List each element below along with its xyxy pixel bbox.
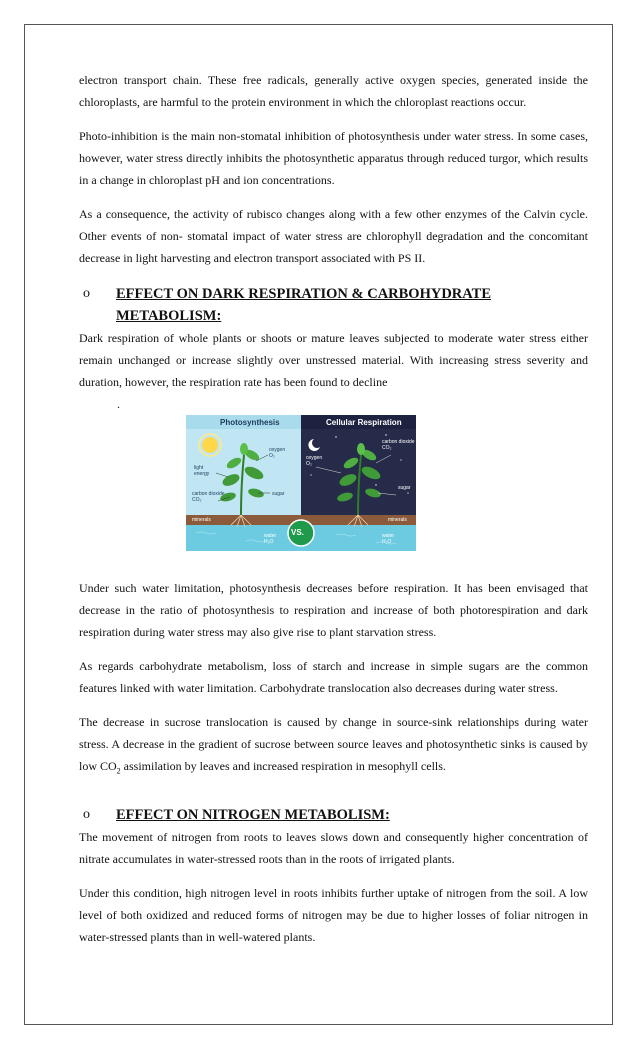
label-water-right: water H₂O — [382, 533, 395, 545]
label-co2-left: carbon dioxide CO₂ — [192, 491, 225, 503]
heading-nitrogen — [79, 804, 588, 826]
label-sugar-right: sugar — [398, 485, 411, 491]
figure-left-title: Photosynthesis — [220, 418, 280, 427]
paragraph-photo-inhibition: Photo-inhibition is the main non-stomatal inhibition of photosynthesis under water stress. In some cases, however, water stress directly inhibits the photosynthetic apparatus through reduced turgor, which results in a change in chloroplast pH and ion concentrations. — [79, 129, 588, 187]
sun-icon — [202, 437, 218, 453]
label-co2-right: carbon dioxide CO₂ — [382, 439, 415, 451]
bullet-marker: o — [83, 286, 90, 301]
label-sugar-left: sugar — [272, 491, 285, 497]
label-oxygen-left: oxygen O₂ — [269, 447, 286, 459]
label-water-left: water H₂O — [264, 533, 277, 545]
stray-dot: . — [117, 397, 120, 411]
heading-text: EFFECT ON DARK RESPIRATION & CARBOHYDRATE METABOLISM: — [116, 286, 492, 324]
vs-label: VS. — [291, 528, 304, 537]
figure-right-title: Cellular Respiration — [326, 418, 402, 427]
paragraph-nitrogen-uptake: Under this condition, high nitrogen level in roots inhibits further uptake of nitrogen from the soil. A low level of both oxidized and reduced forms of nitrogen may be due to higher losses of foliar nitrogen in water-stressed plants than in well-watered plants. — [79, 886, 588, 945]
heading-text: EFFECT ON NITROGEN METABOLISM: — [116, 807, 390, 824]
label-minerals-left: minerals — [192, 517, 211, 523]
photosynthesis-vs-respiration-figure — [186, 415, 416, 551]
paragraph-nitrogen-movement: The movement of nitrogen from roots to leaves slows down and consequently higher concentration of nitrate accumulates in water-stressed roots than in the roots of irrigated plants. — [79, 830, 588, 867]
label-minerals-right: minerals — [388, 517, 407, 523]
paragraph-sucrose: The decrease in sucrose translocation is caused by change in source-sink relationships during water stress. A decrease in the gradient of sucrose between source leaves and photosynthetic sinks is caused by low $CO_2$ assimilation by leaves and increased respiration in mesophyll cells. — [79, 715, 588, 776]
paragraph-dark-respiration: Dark respiration of whole plants or shoots or mature leaves subjected to moderate water stress either remain unchanged or increase slightly over unstressed material. With increasing stress severity and duration, however, the respiration rate has been found to decline — [79, 331, 588, 389]
label-light-energy: light energy — [194, 465, 210, 477]
bullet-marker: o — [83, 807, 90, 823]
heading-dark-respiration — [79, 283, 588, 327]
paragraph-carbohydrate: As regards carbohydrate metabolism, loss of starch and increase in simple sugars are the common features linked with water limitation. Carbohydrate translocation also decreases during water stress. — [79, 659, 588, 695]
paragraph-free-radicals: electron transport chain. These free radicals, generally active oxygen species, generated inside the chloroplasts, are harmful to the protein environment in which the chloroplast reactions occur. — [79, 73, 588, 109]
paragraph-water-limitation: Under such water limitation, photosynthesis decreases before respiration. It has been envisaged that decrease in the ratio of photosynthesis to respiration and increase of both photorespiration and dark respiration during water stress may also give rise to plant starvation stress. — [79, 581, 588, 639]
paragraph-rubisco: As a consequence, the activity of rubisco changes along with a few other enzymes of the Calvin cycle. Other events of non- stomatal impact of water stress are chlorophyll degradation and the concomitant decrease in light harvesting and electron transport associated with PS II. — [79, 207, 588, 265]
document-body — [79, 69, 588, 948]
label-oxygen-right: oxygen O₂ — [306, 455, 323, 467]
